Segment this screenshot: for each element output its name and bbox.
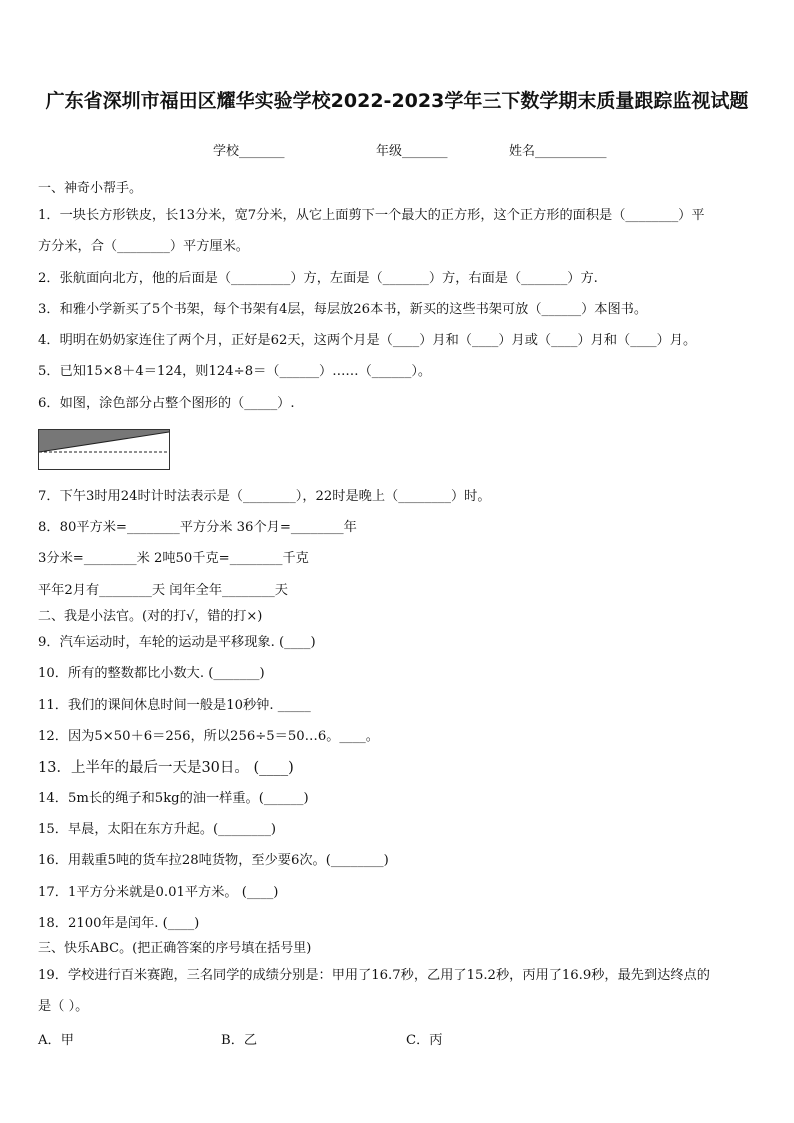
question-4: 4．明明在奶奶家连住了两个月，正好是62天，这两个月是（____）月和（____）月或（____）月和（____）月。	[38, 333, 697, 348]
question-16: 16．用载重5吨的货车拉28吨货物，至少要6次。(________)	[38, 853, 389, 868]
question-15: 15．早晨，太阳在东方升起。(________)	[38, 822, 277, 837]
exam-title: 广东省深圳市福田区耀华实验学校2022-2023学年三下数学期末质量跟踪监视试题	[45, 90, 749, 112]
shaded-rectangle-figure	[38, 429, 170, 470]
choice-b: B．乙	[221, 1033, 258, 1048]
section-heading-1: 一、神奇小帮手。	[38, 181, 143, 196]
question-11: 11．我们的课间休息时间一般是10秒钟. _____	[38, 698, 311, 713]
question-14: 14．5m长的绳子和5kg的油一样重。(______)	[38, 791, 309, 806]
question-8-line-3: 平年2月有________天 闰年全年________天	[38, 583, 288, 598]
question-12: 12．因为5×50＋6＝256，所以256÷5＝50…6。____。	[38, 729, 379, 744]
question-9: 9．汽车运动时，车轮的运动是平移现象. (____)	[38, 635, 316, 650]
question-3: 3．和雅小学新买了5个书架，每个书架有4层，每层放26本书，新买的这些书架可放（______）本图书。	[38, 302, 648, 317]
question-5: 5．已知15×8＋4＝124，则124÷8＝（______）……（______）。	[38, 364, 432, 379]
question-13: 13．上半年的最后一天是30日。 (____)	[38, 760, 294, 776]
choice-a: A．甲	[38, 1033, 74, 1048]
question-2: 2．张航面向北方，他的后面是（_________）方，左面是（_______）方，右面是（_______）方.	[38, 271, 598, 286]
question-7: 7．下午3时用24时计时法表示是（________），22时是晚上（________）时。	[38, 489, 491, 504]
question-10: 10．所有的整数都比小数大. (_______)	[38, 666, 265, 681]
question-8-line-1: 8．80平方米=________平方分米 36个月=________年	[38, 520, 357, 535]
section-heading-2: 二、我是小法官。(对的打√，错的打×)	[38, 609, 263, 624]
question-8-line-2: 3分米=________米 2吨50千克=________千克	[38, 551, 309, 566]
question-17: 17．1平方分米就是0.01平方米。 (____)	[38, 885, 279, 900]
section-heading-3: 三、快乐ABC。(把正确答案的序号填在括号里)	[38, 941, 312, 956]
school-field-label: 学校_______	[213, 144, 285, 159]
question-19-line-1: 19．学校进行百米赛跑，三名同学的成绩分别是：甲用了16.7秒，乙用了15.2秒，丙用了16.9秒，最先到达终点的	[38, 968, 710, 983]
name-field-label: 姓名___________	[509, 144, 607, 159]
question-1-line-1: 1．一块长方形铁皮，长13分米，宽7分米，从它上面剪下一个最大的正方形，这个正方形的面积是（________）平	[38, 208, 705, 223]
choice-c: C．丙	[406, 1033, 443, 1048]
question-19-line-2: 是（ ）。	[38, 999, 89, 1014]
grade-field-label: 年级_______	[376, 144, 448, 159]
question-6: 6．如图，涂色部分占整个图形的（_____）.	[38, 396, 295, 411]
question-1-line-2: 方分米，合（________）平方厘米。	[38, 239, 249, 254]
question-18: 18．2100年是闰年. (____)	[38, 916, 200, 931]
